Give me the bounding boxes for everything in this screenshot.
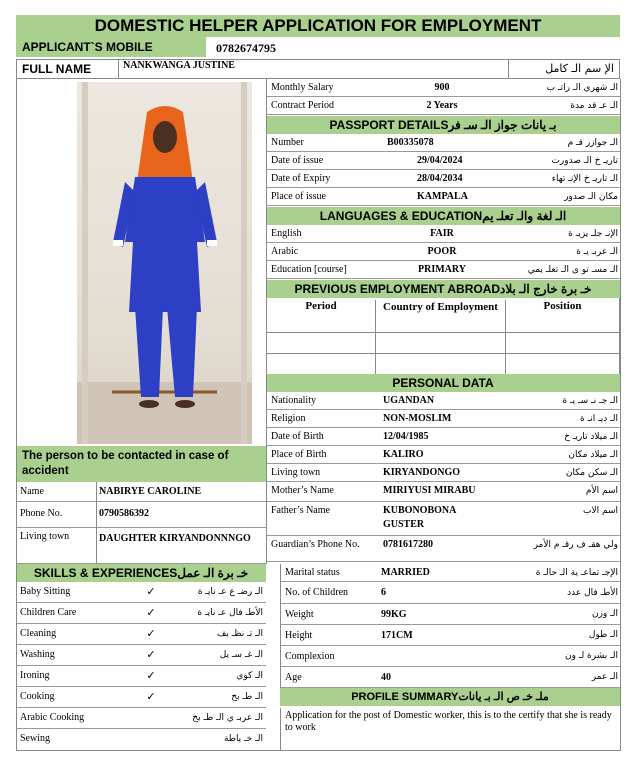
skill-washing-arabic: الـ غـ سـ يل <box>219 650 263 660</box>
english-label: English <box>271 228 302 239</box>
contact-phone-value: 0790586392 <box>96 502 266 528</box>
marital-status-value: MARRIED <box>381 567 430 578</box>
full-name-arabic: الإ سم الـ كامل <box>508 59 620 79</box>
contract-period-value: 2 Years <box>426 100 458 111</box>
contact-header: The person to be contacted in case of accident <box>16 446 266 482</box>
guardian-phone-value: 0781617280 <box>383 539 433 550</box>
guardian-phone-arabic: ولي هقـ ف رقـ م الأمر <box>533 540 618 550</box>
passport-number-arabic: الـ جوازر قـ م <box>567 138 618 148</box>
education-arabic: الـ مسـ تو ى الـ تعلـ يمي <box>527 265 618 275</box>
education-value: PRIMARY <box>418 264 466 275</box>
complexion-label: Complexion <box>285 651 335 662</box>
father-name-arabic: اسم الاب <box>583 506 618 516</box>
dob-arabic: الـ ميلاد تاريـ خ <box>564 432 618 442</box>
passport-place-value: KAMPALA <box>417 191 468 202</box>
skill-cleaning-arabic: الـ تـ نظـ يف <box>217 629 263 639</box>
monthly-salary-label: Monthly Salary <box>271 82 334 93</box>
previous-employment-table <box>266 298 620 374</box>
skill-baby-sitting-arabic: الـ رضـ ع عـ نايـ ة <box>197 587 263 597</box>
skill-cleaning-label: Cleaning <box>20 628 57 639</box>
passport-issue-date-value: 29/04/2024 <box>417 155 463 166</box>
pob-value: KALIRO <box>383 449 424 460</box>
skills-table <box>16 582 266 750</box>
physical-table <box>280 564 620 688</box>
nationality-label: Nationality <box>271 395 316 406</box>
skill-cleaning-check-icon: ✓ <box>146 627 156 640</box>
passport-place-arabic: مكان الـ صدور <box>564 192 618 202</box>
marital-status-label: Marital status <box>285 567 340 578</box>
english-arabic: الإنـ جلـ يزيـ ة <box>568 229 618 239</box>
skill-ironing-label: Ironing <box>20 670 50 681</box>
passport-number-value: B00335078 <box>387 137 434 148</box>
arabic-value: POOR <box>427 246 457 257</box>
contract-period-arabic: الـ عـ قد مدة <box>570 101 618 111</box>
mother-name-value: MIRIYUSI MIRABU <box>383 485 476 496</box>
weight-value: 99KG <box>381 609 407 620</box>
full-name-label: FULL NAME <box>22 62 92 76</box>
previous-employment-header: PREVIOUS EMPLOYMENT ABROADخـ برة خارج الـ بلاد <box>266 280 620 298</box>
children-count-arabic: الأطـ فال عدد <box>567 588 618 598</box>
living-town-value: KIRYANDONGO <box>383 467 461 478</box>
dob-label: Date of Birth <box>271 431 324 442</box>
personal-data-header: PERSONAL DATA <box>266 374 620 392</box>
mother-name-label: Mother’s Name <box>271 485 334 496</box>
pob-label: Place of Birth <box>271 449 327 460</box>
religion-label: Religion <box>271 413 306 424</box>
skill-sewing-arabic: الـ خـ ياطة <box>223 734 263 744</box>
passport-header: PASSPORT DETAILSبـ يانات جواز الـ سـ فر <box>266 116 620 134</box>
monthly-salary-arabic: الـ شهري الـ راتـ ب <box>546 83 618 93</box>
period-column-header: Period <box>305 300 337 312</box>
skill-cooking-check-icon: ✓ <box>146 690 156 703</box>
height-label: Height <box>285 630 313 641</box>
skills-header: SKILLS & EXPERIENCESخـ برة الـ عمل <box>16 564 266 582</box>
english-value: FAIR <box>430 228 454 239</box>
height-arabic: الـ طول <box>588 630 618 640</box>
skill-baby-sitting-check-icon: ✓ <box>146 585 156 598</box>
profile-summary-text: Application for the post of Domestic worker, this is to the certify that she is ready to work <box>280 708 620 750</box>
applicant-mobile-value: 0782674795 <box>216 41 276 55</box>
skill-cooking-arabic: الـ طـ بخ <box>231 692 263 702</box>
skill-ironing-check-icon: ✓ <box>146 669 156 682</box>
skill-children-care-arabic: الأطـ فال عـ نايـ ة <box>197 608 263 618</box>
page-title: DOMESTIC HELPER APPLICATION FOR EMPLOYMENT <box>16 15 620 37</box>
dob-value: 12/04/1985 <box>383 431 429 442</box>
living-town-arabic: الـ سكن مكان <box>565 468 618 478</box>
education-label: Education [course] <box>271 264 347 275</box>
contact-table <box>16 482 266 564</box>
applicant-photo <box>77 82 252 444</box>
arabic-label: Arabic <box>271 246 299 257</box>
passport-place-label: Place of issue <box>271 191 326 202</box>
applicant-mobile-label: APPLICANT`S MOBILE <box>16 37 206 57</box>
religion-value: NON-MOSLIM <box>383 413 452 424</box>
height-value: 171CM <box>381 630 413 641</box>
skill-ironing-arabic: الـ كوي <box>236 671 263 681</box>
skill-baby-sitting-label: Baby Sitting <box>20 586 71 597</box>
skill-sewing-label: Sewing <box>20 733 50 744</box>
skill-children-care-check-icon: ✓ <box>146 606 156 619</box>
skill-arabic-cooking-arabic: الـ عربـ ي الـ طـ بخ <box>192 713 263 723</box>
age-label: Age <box>285 672 302 683</box>
languages-table <box>266 225 620 279</box>
contact-town-label: Living town <box>20 531 70 542</box>
nationality-arabic: الـ جـ نـ سـ يـ ة <box>562 396 618 406</box>
complexion-arabic: الـ بشرة لـ ون <box>564 651 618 661</box>
personal-data-table <box>266 392 620 564</box>
arabic-arabic: الـ عربـ يـ ة <box>576 247 618 257</box>
age-value: 40 <box>381 672 391 683</box>
weight-arabic: الـ وزن <box>591 609 618 619</box>
passport-table <box>266 134 620 206</box>
marital-status-arabic: الإجـ تماعـ ية الـ حالـ ة <box>535 568 618 578</box>
contract-period-label: Contract Period <box>271 100 335 111</box>
monthly-salary-value: 900 <box>434 82 450 93</box>
skill-cooking-label: Cooking <box>20 691 55 702</box>
passport-issue-date-label: Date of issue <box>271 155 324 166</box>
languages-header: LANGUAGES & EDUCATIONالـ لغة والـ تعلـ يم <box>266 207 620 225</box>
weight-label: Weight <box>285 609 314 620</box>
contact-name-value: NABIRYE CAROLINE <box>96 482 266 502</box>
children-count-value: 6 <box>381 587 386 598</box>
contact-phone-label: Phone No. <box>20 508 63 519</box>
father-name-value: KUBONOBONA GUSTER <box>383 505 456 530</box>
pob-arabic: الـ ميلاد مكان <box>568 450 618 460</box>
full-name-value: NANKWANGA JUSTINE <box>118 59 508 79</box>
passport-expiry-arabic: الـ تاريـ خ الإنـ تهاء <box>551 174 618 184</box>
profile-summary-header: PROFILE SUMMARYملـ خـ ص الـ بـ يانات <box>280 688 620 706</box>
passport-expiry-value: 28/04/2034 <box>417 173 463 184</box>
contact-town-value: DAUGHTER KIRYANDONNNGO <box>96 528 266 564</box>
religion-arabic: الـ ديـ انـ ة <box>580 414 618 424</box>
skill-washing-label: Washing <box>20 649 55 660</box>
living-town-label: Living town <box>271 467 321 478</box>
guardian-phone-label: Guardian’s Phone No. <box>271 539 360 550</box>
passport-expiry-label: Date of Expiry <box>271 173 331 184</box>
children-count-label: No. of Children <box>285 587 349 598</box>
father-name-label: Father’s Name <box>271 505 330 516</box>
contact-name-label: Name <box>20 486 44 497</box>
nationality-value: UGANDAN <box>383 395 435 406</box>
skill-children-care-label: Children Care <box>20 607 77 618</box>
person-figure <box>77 82 252 444</box>
country-column-header: Country of Employment <box>375 300 505 332</box>
mother-name-arabic: اسم الأم <box>585 486 618 496</box>
passport-issue-date-arabic: تاريـ خ الـ صدورت <box>551 156 618 166</box>
skill-arabic-cooking-label: Arabic Cooking <box>20 712 85 723</box>
skill-washing-check-icon: ✓ <box>146 648 156 661</box>
age-arabic: الـ عمر <box>591 672 618 682</box>
passport-number-label: Number <box>271 137 304 148</box>
position-column-header: Position <box>505 300 619 332</box>
